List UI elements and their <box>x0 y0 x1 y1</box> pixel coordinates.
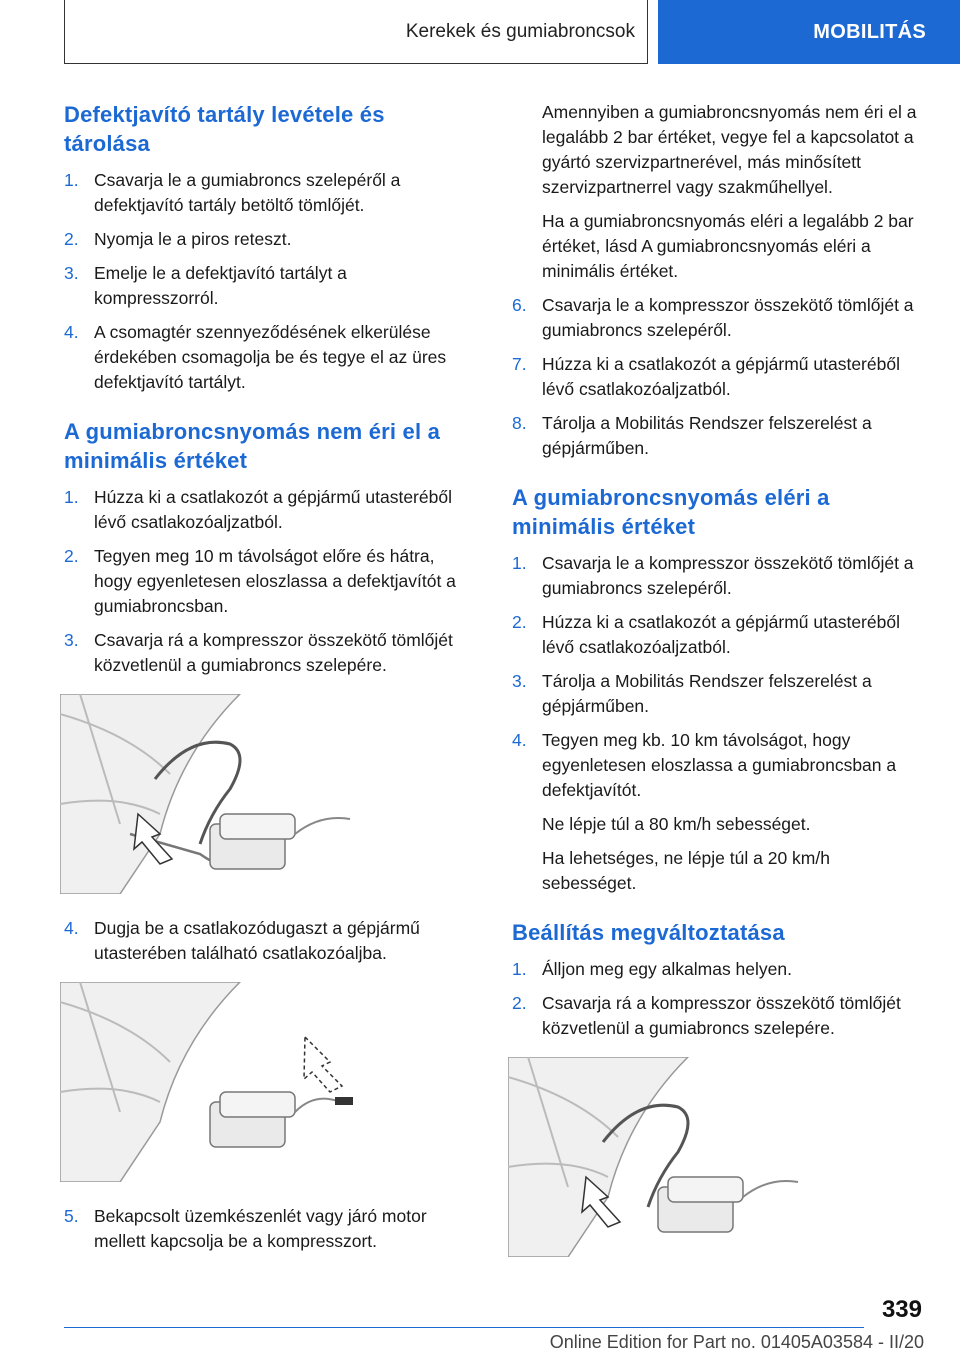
step-item <box>64 261 476 311</box>
speed-note: Ne lépje túl a 80 km/h sebességet. <box>542 814 811 834</box>
footer-divider <box>64 1327 864 1328</box>
step-number: 1. <box>512 959 527 979</box>
step-text: Húzza ki a csatlakozót a gépjármű utasteréből lévő csatlakozóaljzatból. <box>94 487 452 532</box>
step-text: Csavarja rá a kompresszor összekötő tömlőjét közvetlenül a gumiabroncs szelepére. <box>94 630 453 675</box>
step-item <box>64 168 476 218</box>
step-number: 2. <box>64 229 79 249</box>
step-item <box>512 728 924 803</box>
step-number: 4. <box>512 730 527 750</box>
step-text: Tegyen meg 10 m távolságot előre és hátra, hogy egyenletesen eloszlassa a defektjavítót a gumiabroncsban. <box>94 546 456 616</box>
step-number: 4. <box>64 322 79 342</box>
step-text: Bekapcsolt üzemkészenlét vagy járó motor mellett kapcsolja be a kompresszort. <box>94 1206 427 1251</box>
step-number: 1. <box>512 553 527 573</box>
step-text: Dugja be a csatlakozódugaszt a gépjármű utasterében található csatlakozóaljba. <box>94 918 420 963</box>
step-number: 4. <box>64 918 79 938</box>
step-number: 5. <box>64 1206 79 1226</box>
step-text: Húzza ki a csatlakozót a gépjármű utasteréből lévő csatlakozóaljzatból. <box>542 354 900 399</box>
chapter-tab <box>658 0 960 64</box>
step-text: Álljon meg egy alkalmas helyen. <box>542 959 792 979</box>
left-column <box>64 100 476 1263</box>
step-item <box>512 551 924 601</box>
wheel-compressor-illustration <box>508 1057 808 1257</box>
step-item <box>64 227 476 252</box>
step-number: 2. <box>512 993 527 1013</box>
step-number: 1. <box>64 170 79 190</box>
step-item <box>64 485 476 535</box>
step-number: 2. <box>512 612 527 632</box>
step-number: 3. <box>64 630 79 650</box>
step-text: Tárolja a Mobilitás Rendszer felszerelést a gépjárműben. <box>542 671 872 716</box>
step-text: Tárolja a Mobilitás Rendszer felszerelést a gépjárműben. <box>542 413 872 458</box>
compressor-plug-illustration <box>60 982 360 1182</box>
step-text: Csavarja le a kompresszor összekötő tömlőjét a gumiabroncs szelepéről. <box>542 553 914 598</box>
step-item <box>512 991 924 1041</box>
step-number: 6. <box>512 295 527 315</box>
section-title: Kerekek és gumiabroncsok <box>405 20 635 42</box>
wheel-compressor-illustration <box>60 694 360 894</box>
step-number: 3. <box>512 671 527 691</box>
step-item <box>64 1204 476 1254</box>
step-item <box>512 352 924 402</box>
heading-pressure-not-reached: A gumiabroncsnyomás nem éri el a minimális értéket <box>64 419 441 473</box>
step-text: Emelje le a defektjavító tartályt a kompresszorról. <box>94 263 347 308</box>
step-item <box>512 669 924 719</box>
step-number: 2. <box>64 546 79 566</box>
speed-note: Ha lehetséges, ne lépje túl a 20 km/h sebességet. <box>542 848 830 893</box>
chapter-title: MOBILITÁS <box>813 20 926 43</box>
step-number: 8. <box>512 413 527 433</box>
heading-change-setting: Beállítás megváltoztatása <box>512 920 785 945</box>
paragraph: Ha a gumiabroncsnyomás eléri a legalább 2 bar értéket, lásd A gumiabroncsnyomás eléri a minimális értéket. <box>542 211 914 281</box>
step-item <box>64 544 476 619</box>
step-text: Húzza ki a csatlakozót a gépjármű utasteréből lévő csatlakozóaljzatból. <box>542 612 900 657</box>
step-text: A csomagtér szennyeződésének elkerülése érdekében csomagolja be és tegye el az üres defektjavító tartályt. <box>94 322 447 392</box>
step-text: Csavarja le a gumiabroncs szelepéről a defektjavító tartály betöltő tömlőjét. <box>94 170 401 215</box>
page-number: 339 <box>881 1296 922 1323</box>
step-item <box>512 411 924 461</box>
step-number: 1. <box>64 487 79 507</box>
step-number: 7. <box>512 354 527 374</box>
step-text: Nyomja le a piros reteszt. <box>94 229 292 249</box>
right-column <box>512 100 924 1279</box>
step-item <box>512 610 924 660</box>
step-item <box>64 320 476 395</box>
step-number: 3. <box>64 263 79 283</box>
heading-remove-sealant: Defektjavító tartály levétele és tárolása <box>64 102 385 156</box>
heading-pressure-reached: A gumiabroncsnyomás eléri a minimális értéket <box>512 485 830 539</box>
step-item <box>512 957 924 982</box>
running-header-section <box>64 0 648 64</box>
step-text: Tegyen meg kb. 10 km távolságot, hogy egyenletesen eloszlassa a gumiabroncsban a defektjavítót. <box>542 730 897 800</box>
step-item <box>64 628 476 678</box>
step-item <box>64 916 476 966</box>
step-text: Csavarja le a kompresszor összekötő tömlőjét a gumiabroncs szelepéről. <box>542 295 914 340</box>
step-item <box>512 293 924 343</box>
step-text: Csavarja rá a kompresszor összekötő tömlőjét közvetlenül a gumiabroncs szelepére. <box>542 993 901 1038</box>
paragraph: Amennyiben a gumiabroncsnyomás nem éri el a legalább 2 bar értéket, vegye fel a kapcsolatot a gyártó szervizpartnerével, más minősített szervizpartnerrel vagy szakműhellyel. <box>542 102 917 197</box>
edition-footer: Online Edition for Part no. 01405A03584 - II/20 <box>549 1332 924 1352</box>
